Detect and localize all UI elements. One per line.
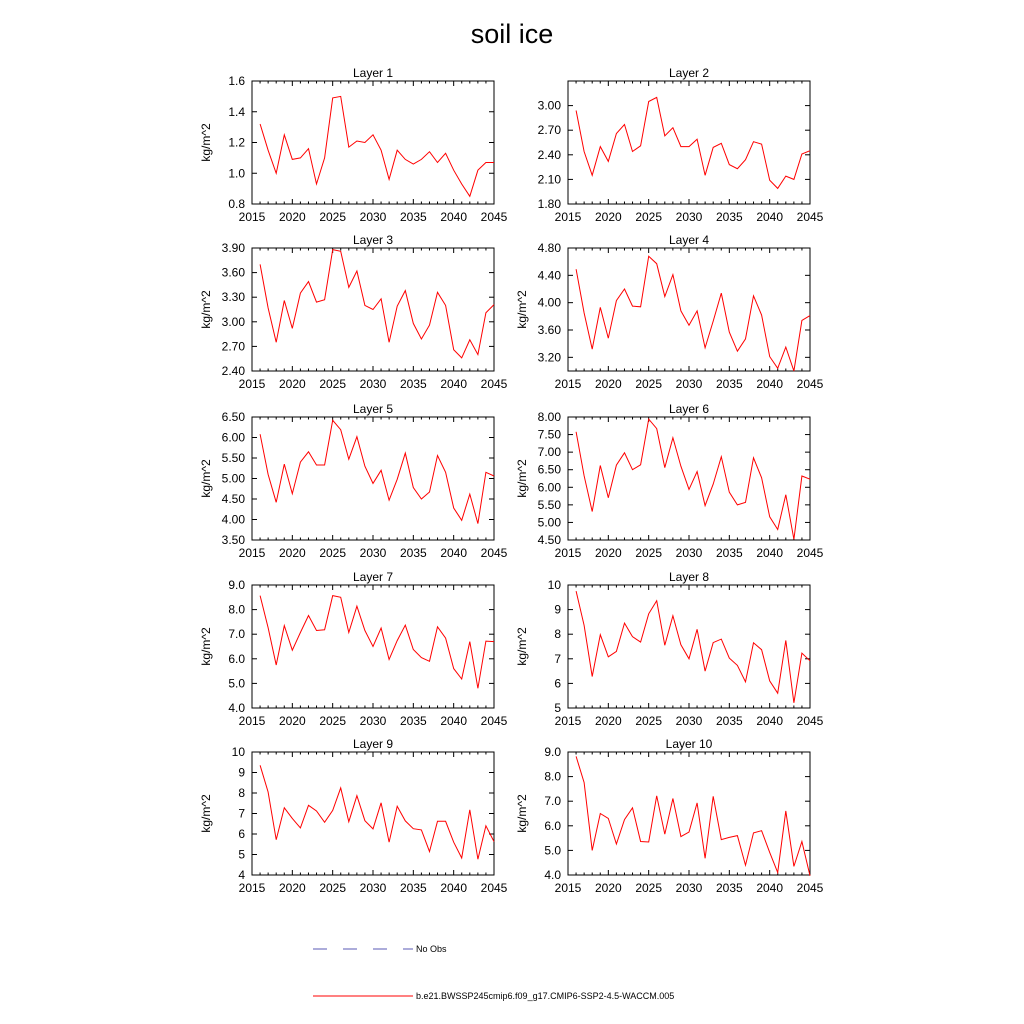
x-tick-label: 2035 (399, 546, 427, 560)
x-tick-label: 2045 (796, 210, 824, 224)
series-line (576, 256, 810, 371)
y-tick-label: 4.0 (228, 701, 245, 715)
y-tick-label: 8.00 (537, 410, 561, 424)
y-tick-label: 6.00 (537, 480, 561, 495)
y-tick-label: 5 (554, 701, 561, 715)
x-tick-label: 2035 (399, 881, 427, 895)
x-tick-label: 2040 (756, 210, 784, 224)
y-tick-label: 3.20 (537, 350, 561, 365)
y-tick-label: 7.0 (544, 794, 561, 809)
y-tick-label: 7.0 (228, 627, 245, 642)
panel-title: Layer 5 (352, 402, 394, 416)
series-line (576, 419, 810, 539)
x-tick-label: 2025 (635, 714, 663, 728)
y-tick-label: 3.30 (221, 290, 245, 305)
x-tick-label: 2030 (359, 546, 387, 560)
y-tick-label: 7.00 (537, 445, 561, 460)
y-tick-label: 5.50 (221, 451, 245, 465)
y-tick-label: 5.00 (221, 471, 245, 486)
y-axis-label: kg/m^2 (199, 123, 213, 162)
x-tick-label: 2020 (594, 210, 622, 224)
plot-frame (568, 81, 810, 204)
x-tick-label: 2025 (635, 377, 663, 391)
plot-frame (252, 81, 494, 204)
legend (313, 944, 674, 1001)
y-tick-label: 2.40 (221, 364, 245, 378)
y-tick-label: 6.50 (221, 410, 245, 424)
x-tick-label: 2015 (238, 881, 266, 895)
y-tick-label: 7 (238, 806, 245, 821)
panel-title: Layer 7 (352, 570, 394, 584)
panel-title: Layer 1 (352, 66, 394, 80)
x-tick-label: 2020 (278, 377, 306, 391)
y-tick-label: 4.00 (221, 512, 245, 527)
x-tick-label: 2045 (480, 546, 508, 560)
series-line (260, 420, 494, 523)
panel-layer-7 (199, 570, 508, 728)
panel-title: Layer 8 (668, 570, 710, 584)
x-tick-label: 2015 (238, 714, 266, 728)
y-tick-label: 4.00 (537, 295, 561, 310)
series-line (260, 596, 494, 689)
y-tick-label: 3.60 (221, 265, 245, 280)
y-axis-label: kg/m^2 (515, 290, 529, 329)
y-tick-label: 5.0 (228, 676, 245, 691)
y-axis-label: kg/m^2 (515, 627, 529, 666)
y-axis-label: kg/m^2 (199, 459, 213, 498)
x-tick-label: 2015 (554, 881, 582, 895)
x-tick-label: 2020 (278, 714, 306, 728)
series-line (576, 97, 810, 188)
x-tick-label: 2015 (554, 546, 582, 560)
y-tick-label: 4.0 (544, 868, 561, 882)
x-tick-label: 2035 (715, 210, 743, 224)
panel-layer-8 (515, 570, 824, 728)
y-tick-label: 2.70 (221, 339, 245, 354)
x-tick-label: 2020 (278, 210, 306, 224)
y-tick-label: 5.50 (537, 497, 561, 512)
x-tick-label: 2035 (715, 714, 743, 728)
x-tick-label: 2045 (796, 714, 824, 728)
y-tick-label: 5 (238, 847, 245, 862)
y-tick-label: 5.00 (537, 515, 561, 530)
y-tick-label: 9.0 (544, 745, 561, 759)
y-tick-label: 1.80 (537, 197, 561, 211)
x-tick-label: 2025 (635, 546, 663, 560)
y-tick-label: 5.0 (544, 843, 561, 858)
y-tick-label: 2.10 (537, 172, 561, 187)
series-line (260, 96, 494, 196)
y-tick-label: 4.80 (537, 241, 561, 255)
series-line (260, 765, 494, 859)
panel-title: Layer 3 (352, 233, 394, 247)
x-tick-label: 2040 (440, 546, 468, 560)
x-tick-label: 2025 (319, 546, 347, 560)
y-tick-label: 1.2 (228, 135, 245, 150)
y-tick-label: 3.00 (221, 314, 245, 329)
x-tick-label: 2035 (715, 881, 743, 895)
legend-model-label: b.e21.BWSSP245cmip6.f09_g17.CMIP6-SSP2-4.5-WACCM.005 (416, 991, 675, 1001)
x-tick-label: 2030 (359, 714, 387, 728)
plot-frame (568, 417, 810, 540)
x-tick-label: 2020 (594, 377, 622, 391)
x-tick-label: 2015 (238, 377, 266, 391)
y-tick-label: 4.50 (537, 533, 561, 547)
y-tick-label: 6.00 (221, 430, 245, 445)
panel-title: Layer 4 (668, 233, 710, 247)
y-tick-label: 7 (554, 651, 561, 666)
panel-layer-6 (515, 402, 824, 560)
x-tick-label: 2025 (635, 881, 663, 895)
panel-layer-5 (199, 402, 508, 560)
y-tick-label: 8 (554, 627, 561, 642)
y-tick-label: 3.50 (221, 533, 245, 547)
x-tick-label: 2020 (594, 714, 622, 728)
x-tick-label: 2030 (675, 881, 703, 895)
x-tick-label: 2015 (554, 714, 582, 728)
x-tick-label: 2045 (796, 377, 824, 391)
panel-layer-3 (199, 233, 508, 391)
y-tick-label: 3.90 (221, 241, 245, 255)
y-tick-label: 10 (547, 578, 561, 592)
chart-panels (199, 66, 824, 895)
y-tick-label: 9.0 (228, 578, 245, 592)
figure-title: soil ice (470, 19, 554, 49)
y-tick-label: 7.50 (537, 427, 561, 442)
panel-title: Layer 9 (352, 737, 394, 751)
y-axis-label: kg/m^2 (199, 794, 213, 833)
panel-layer-2 (538, 66, 824, 224)
y-tick-label: 8.0 (544, 769, 561, 784)
x-tick-label: 2035 (399, 714, 427, 728)
y-tick-label: 8.0 (228, 602, 245, 617)
panel-title: Layer 10 (665, 737, 713, 751)
y-tick-label: 6.0 (544, 818, 561, 833)
y-tick-label: 4.40 (537, 268, 561, 283)
x-tick-label: 2040 (440, 714, 468, 728)
x-tick-label: 2020 (594, 881, 622, 895)
x-tick-label: 2025 (635, 210, 663, 224)
y-tick-label: 4 (238, 868, 245, 882)
panel-layer-10 (515, 737, 824, 895)
y-axis-label: kg/m^2 (515, 459, 529, 498)
series-line (260, 250, 494, 358)
x-tick-label: 2040 (440, 881, 468, 895)
x-tick-label: 2035 (399, 377, 427, 391)
series-line (576, 756, 810, 875)
y-tick-label: 6.50 (537, 462, 561, 477)
x-tick-label: 2045 (480, 210, 508, 224)
plot-frame (568, 248, 810, 371)
panel-title: Layer 6 (668, 402, 710, 416)
x-tick-label: 2025 (319, 210, 347, 224)
x-tick-label: 2030 (359, 881, 387, 895)
x-tick-label: 2020 (278, 546, 306, 560)
y-axis-label: kg/m^2 (515, 794, 529, 833)
y-tick-label: 0.8 (228, 197, 245, 211)
x-tick-label: 2045 (796, 881, 824, 895)
x-tick-label: 2020 (594, 546, 622, 560)
x-tick-label: 2015 (554, 210, 582, 224)
x-tick-label: 2045 (480, 377, 508, 391)
y-tick-label: 2.70 (537, 123, 561, 138)
y-tick-label: 9 (554, 602, 561, 617)
x-tick-label: 2045 (796, 546, 824, 560)
x-tick-label: 2015 (554, 377, 582, 391)
y-tick-label: 2.40 (537, 147, 561, 162)
x-tick-label: 2045 (480, 881, 508, 895)
x-tick-label: 2040 (440, 210, 468, 224)
x-tick-label: 2025 (319, 377, 347, 391)
y-tick-label: 8 (238, 786, 245, 800)
x-tick-label: 2030 (675, 377, 703, 391)
x-tick-label: 2030 (359, 210, 387, 224)
x-tick-label: 2035 (399, 210, 427, 224)
x-tick-label: 2040 (756, 377, 784, 391)
x-tick-label: 2040 (440, 377, 468, 391)
y-tick-label: 3.00 (537, 98, 561, 113)
y-tick-label: 9 (238, 765, 245, 780)
panel-layer-9 (199, 737, 508, 895)
x-tick-label: 2025 (319, 714, 347, 728)
y-axis-label: kg/m^2 (199, 627, 213, 666)
y-tick-label: 6.0 (228, 651, 245, 666)
x-tick-label: 2045 (480, 714, 508, 728)
x-tick-label: 2015 (238, 546, 266, 560)
y-tick-label: 3.60 (537, 323, 561, 337)
x-tick-label: 2030 (675, 210, 703, 224)
y-tick-label: 6 (238, 827, 245, 841)
x-tick-label: 2015 (238, 210, 266, 224)
x-tick-label: 2040 (756, 714, 784, 728)
panel-layer-4 (515, 233, 824, 391)
panel-layer-1 (199, 66, 508, 224)
x-tick-label: 2025 (319, 881, 347, 895)
plot-frame (568, 752, 810, 875)
x-tick-label: 2040 (756, 546, 784, 560)
x-tick-label: 2030 (359, 377, 387, 391)
x-tick-label: 2035 (715, 377, 743, 391)
x-tick-label: 2035 (715, 546, 743, 560)
y-tick-label: 1.6 (228, 74, 245, 88)
y-tick-label: 1.4 (228, 104, 245, 119)
y-tick-label: 6 (554, 676, 561, 691)
panel-title: Layer 2 (668, 66, 710, 80)
y-tick-label: 4.50 (221, 492, 245, 506)
x-tick-label: 2020 (278, 881, 306, 895)
y-tick-label: 1.0 (228, 166, 245, 181)
series-line (576, 591, 810, 703)
y-axis-label: kg/m^2 (199, 290, 213, 329)
legend-obs-label: No Obs (416, 944, 447, 954)
x-tick-label: 2040 (756, 881, 784, 895)
x-tick-label: 2030 (675, 546, 703, 560)
y-tick-label: 10 (231, 745, 245, 759)
x-tick-label: 2030 (675, 714, 703, 728)
